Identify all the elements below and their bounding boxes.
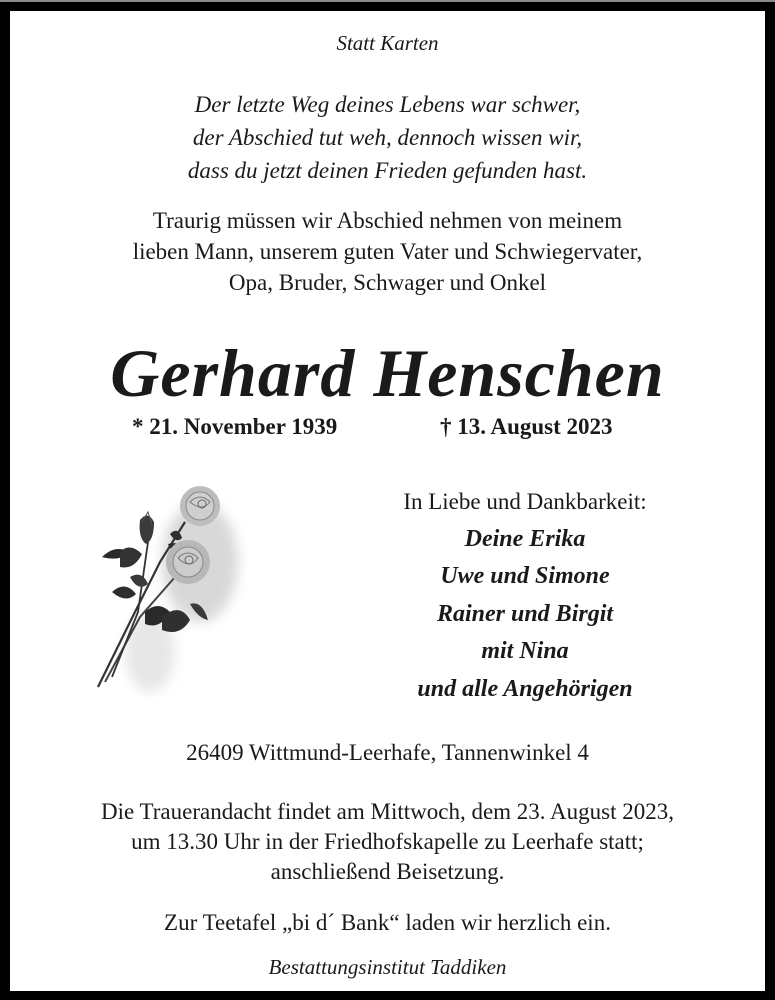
poem-line: dass du jetzt deinen Frieden gefunden hast. [187, 158, 588, 183]
intro-text [0, 205, 775, 298]
mourner-name: Deine Erika [464, 525, 586, 552]
service-line: anschließend Beisetzung. [270, 859, 505, 884]
service-details [0, 797, 775, 887]
mourners-block [360, 483, 690, 708]
birth-date: * 21. November 1939 [132, 414, 338, 439]
intro-line: lieben Mann, unserem guten Vater und Schwiegervater, [132, 239, 643, 264]
deceased-name: Gerhard Henschen [110, 335, 665, 411]
mourners-lead: In Liebe und Dankbarkeit: [403, 489, 647, 514]
poem [0, 88, 775, 187]
poem-line: Der letzte Weg deines Lebens war schwer, [194, 92, 581, 117]
top-edge-line [0, 0, 775, 2]
tea-invitation: Zur Teetafel „bi d´ Bank“ laden wir herzlich ein. [164, 910, 611, 935]
mourner-name: Uwe und Simone [440, 563, 610, 589]
address: 26409 Wittmund-Leerhafe, Tannenwinkel 4 [186, 740, 589, 765]
service-line: um 13.30 Uhr in der Friedhofskapelle zu Leerhafe statt; [131, 829, 644, 854]
poem-line: der Abschied tut weh, dennoch wissen wir, [192, 125, 583, 150]
death-date: † 13. August 2023 [440, 414, 613, 439]
mourner-name: und alle Angehörigen [417, 675, 633, 702]
undertaker: Bestattungsinstitut Taddiken [268, 955, 507, 979]
intro-line: Traurig müssen wir Abschied nehmen von meinem [152, 208, 623, 233]
intro-line: Opa, Bruder, Schwager und Onkel [228, 270, 547, 295]
heading-statt-karten: Statt Karten [336, 31, 439, 55]
mourner-name: mit Nina [481, 638, 569, 664]
service-line: Die Trauerandacht findet am Mittwoch, dem 23. August 2023, [100, 799, 674, 824]
rose-icon [90, 482, 250, 697]
mourner-name: Rainer und Birgit [436, 600, 614, 627]
